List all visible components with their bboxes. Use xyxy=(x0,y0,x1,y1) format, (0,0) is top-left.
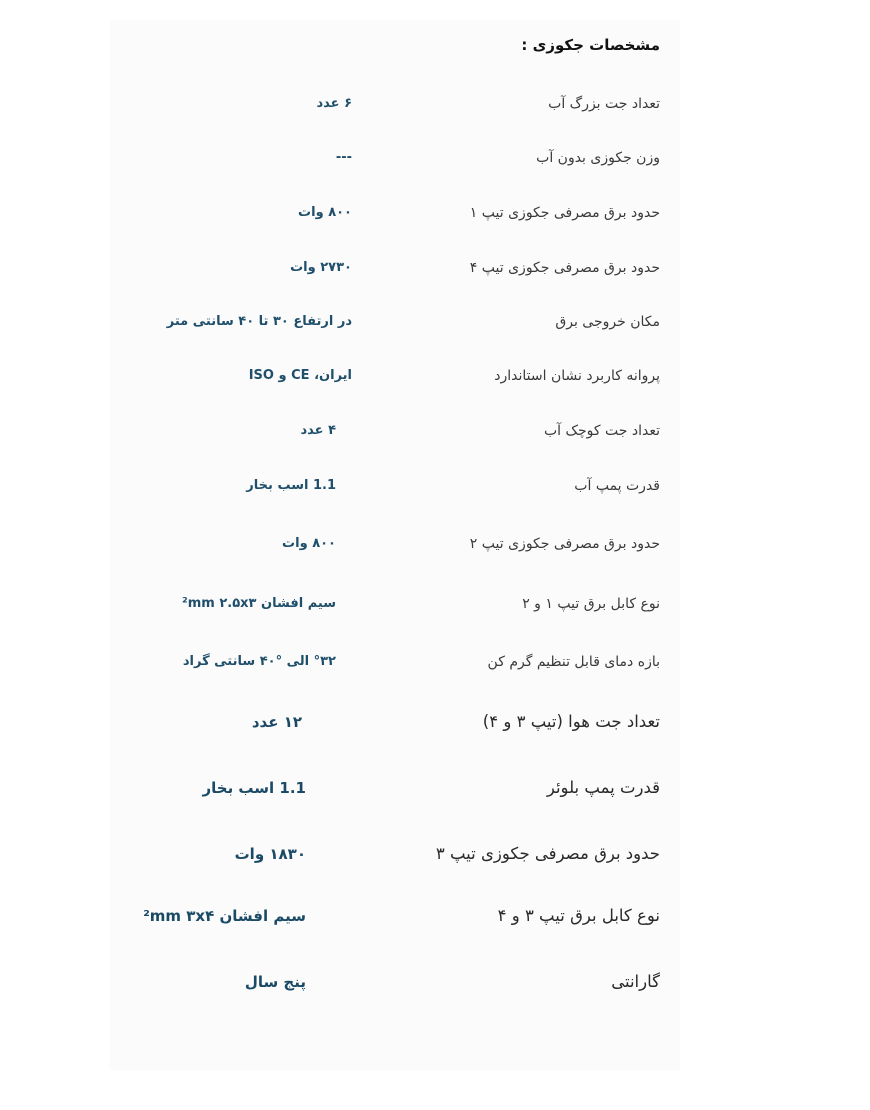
spec-label: حدود برق مصرفی جکوزی تیپ ۱ xyxy=(469,205,660,221)
spec-label: نوع کابل برق تیپ ۱ و ۲ xyxy=(522,596,660,612)
spec-value: ۱۸۳۰ وات xyxy=(234,845,306,863)
spec-value: ۱۲ عدد xyxy=(251,713,302,731)
spec-label: نوع کابل برق تیپ ۳ و ۴ xyxy=(497,906,660,925)
spec-label: گارانتی xyxy=(611,972,660,991)
spec-label: حدود برق مصرفی جکوزی تیپ ۲ xyxy=(469,536,660,552)
spec-value: ۴ عدد xyxy=(300,423,336,438)
spec-row xyxy=(0,702,870,742)
spec-row xyxy=(0,248,870,288)
spec-value: 1.1 اسب بخار xyxy=(202,779,306,797)
spec-value: --- xyxy=(335,150,352,165)
spec-value: پنج سال xyxy=(244,973,306,991)
spec-label: قدرت پمپ آب xyxy=(574,478,660,494)
spec-value: ایران، CE و ISO xyxy=(248,368,352,383)
spec-row xyxy=(0,193,870,233)
spec-label: تعداد جت هوا (تیپ ۳ و ۴) xyxy=(482,712,660,731)
spec-row xyxy=(0,642,870,682)
spec-value: سیم افشان ²mm ۲.۵x۳ xyxy=(182,596,336,611)
spec-label: تعداد جت کوچک آب xyxy=(543,423,660,439)
section-title: مشخصات جکوزی : xyxy=(521,36,660,54)
spec-label: تعداد جت بزرگ آب xyxy=(548,96,660,112)
spec-row xyxy=(0,411,870,451)
spec-label: قدرت پمپ بلوئر xyxy=(546,778,660,797)
spec-row xyxy=(0,896,870,936)
spec-row xyxy=(0,138,870,178)
spec-row xyxy=(0,466,870,506)
spec-row xyxy=(0,768,870,808)
spec-row xyxy=(0,962,870,1002)
spec-value: ۸۰۰ وات xyxy=(282,536,336,551)
spec-row xyxy=(0,302,870,342)
spec-value: ۶ عدد xyxy=(316,96,352,111)
spec-value: 1.1 اسب بخار xyxy=(246,478,336,493)
spec-label: پروانه کاربرد نشان استاندارد xyxy=(494,368,660,384)
spec-row xyxy=(0,584,870,624)
spec-label: وزن جکوزی بدون آب xyxy=(536,150,660,166)
spec-row xyxy=(0,84,870,124)
spec-label: حدود برق مصرفی جکوزی تیپ ۴ xyxy=(469,260,660,276)
spec-value: °۳۲ الی °۴۰ سانتی گراد xyxy=(182,654,336,669)
spec-label: مکان خروجی برق xyxy=(555,314,660,330)
spec-row xyxy=(0,524,870,564)
spec-row xyxy=(0,356,870,396)
spec-value: ۸۰۰ وات xyxy=(298,205,352,220)
spec-value: در ارتفاع ۳۰ تا ۴۰ سانتی متر xyxy=(166,314,352,329)
spec-value: ۲۷۳۰ وات xyxy=(290,260,352,275)
spec-row xyxy=(0,834,870,874)
spec-label: بازه دمای قابل تنظیم گرم کن xyxy=(487,654,660,670)
spec-value: سیم افشان ²mm ۳x۴ xyxy=(143,907,306,925)
spec-label: حدود برق مصرفی جکوزی تیپ ۳ xyxy=(435,844,660,863)
